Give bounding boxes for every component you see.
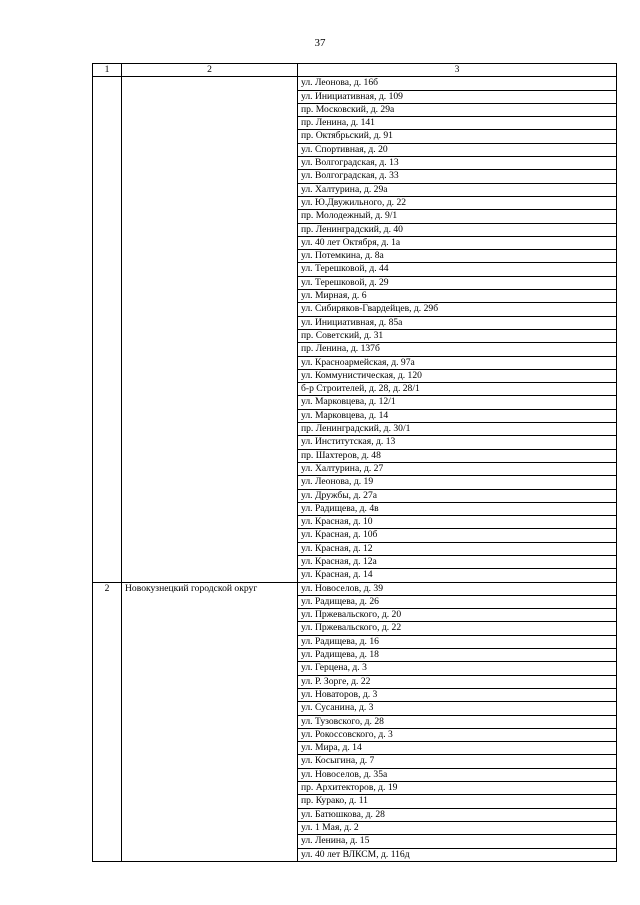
- header-col-1: 1: [93, 64, 122, 77]
- row-number-cell: [93, 77, 122, 582]
- table-body: [93, 77, 617, 862]
- address-cell: б-р Строителей, д. 28, д. 28/1: [298, 383, 617, 396]
- table-header-row: [93, 64, 617, 77]
- address-cell: пр. Ленинградский, д. 30/1: [298, 423, 617, 436]
- address-cell: пр. Московский, д. 29а: [298, 103, 617, 116]
- address-cell: ул. Новаторов, д. 3: [298, 688, 617, 701]
- address-table: [92, 63, 617, 862]
- address-cell: ул. Сибиряков-Гвардейцев, д. 29б: [298, 303, 617, 316]
- address-cell: ул. Марковцева, д. 14: [298, 409, 617, 422]
- address-cell: ул. Терешковой, д. 29: [298, 276, 617, 289]
- address-cell: ул. Новоселов, д. 39: [298, 582, 617, 595]
- address-cell: ул. Радищева, д. 26: [298, 595, 617, 608]
- address-cell: ул. Марковцева, д. 12/1: [298, 396, 617, 409]
- table-row: [93, 77, 617, 90]
- address-cell: ул. Р. Зорге, д. 22: [298, 675, 617, 688]
- address-cell: ул. Потемкина, д. 8а: [298, 250, 617, 263]
- address-cell: ул. Радищева, д. 18: [298, 649, 617, 662]
- address-cell: ул. Халтурина, д. 27: [298, 462, 617, 475]
- address-cell: ул. Красная, д. 10б: [298, 529, 617, 542]
- district-name-cell: Новокузнецкий городской округ: [122, 582, 298, 861]
- address-cell: ул. Коммунистическая, д. 120: [298, 369, 617, 382]
- address-cell: ул. Мира, д. 14: [298, 742, 617, 755]
- address-cell: ул. 1 Мая, д. 2: [298, 821, 617, 834]
- address-cell: ул. Красная, д. 10: [298, 516, 617, 529]
- address-cell: ул. Ю.Двужильного, д. 22: [298, 196, 617, 209]
- address-cell: ул. Радищева, д. 16: [298, 635, 617, 648]
- address-cell: ул. Дружбы, д. 27а: [298, 489, 617, 502]
- address-cell: ул. Халтурина, д. 29а: [298, 183, 617, 196]
- address-cell: пр. Октябрьский, д. 91: [298, 130, 617, 143]
- address-cell: ул. Косыгина, д. 7: [298, 755, 617, 768]
- address-cell: ул. Институтская, д. 13: [298, 436, 617, 449]
- address-cell: ул. Тузовского, д. 28: [298, 715, 617, 728]
- address-cell: пр. Ленина, д. 137б: [298, 343, 617, 356]
- page-number: 37: [314, 37, 326, 49]
- address-cell: пр. Ленина, д. 141: [298, 117, 617, 130]
- address-cell: ул. Леонова, д. 19: [298, 476, 617, 489]
- address-cell: ул. Волгоградская, д. 13: [298, 157, 617, 170]
- address-cell: ул. Радищева, д. 4в: [298, 502, 617, 515]
- address-cell: ул. Пржевальского, д. 20: [298, 609, 617, 622]
- address-cell: ул. 40 лет ВЛКСМ, д. 116д: [298, 848, 617, 861]
- address-cell: ул. Красная, д. 14: [298, 569, 617, 582]
- address-cell: ул. Рокоссовского, д. 3: [298, 728, 617, 741]
- address-cell: ул. Леонова, д. 16б: [298, 77, 617, 90]
- address-cell: пр. Курако, д. 11: [298, 795, 617, 808]
- address-cell: ул. Пржевальского, д. 22: [298, 622, 617, 635]
- address-cell: ул. Терешковой, д. 44: [298, 263, 617, 276]
- header-col-3: 3: [298, 64, 617, 77]
- address-cell: ул. Новоселов, д. 35а: [298, 768, 617, 781]
- address-cell: ул. Батюшкова, д. 28: [298, 808, 617, 821]
- address-cell: ул. Ленина, д. 15: [298, 835, 617, 848]
- address-cell: ул. Волгоградская, д. 33: [298, 170, 617, 183]
- address-cell: ул. Красная, д. 12а: [298, 555, 617, 568]
- address-cell: ул. Герцена, д. 3: [298, 662, 617, 675]
- address-cell: пр. Архитекторов, д. 19: [298, 782, 617, 795]
- address-cell: ул. Спортивная, д. 20: [298, 143, 617, 156]
- address-cell: пр. Ленинградский, д. 40: [298, 223, 617, 236]
- address-cell: ул. 40 лет Октября, д. 1а: [298, 236, 617, 249]
- address-cell: ул. Сусанина, д. 3: [298, 702, 617, 715]
- address-cell: пр. Шахтеров, д. 48: [298, 449, 617, 462]
- row-number-cell: 2: [93, 582, 122, 861]
- address-cell: ул. Красная, д. 12: [298, 542, 617, 555]
- district-name-cell: [122, 77, 298, 582]
- address-cell: пр. Советский, д. 31: [298, 329, 617, 342]
- address-cell: ул. Инициативная, д. 85а: [298, 316, 617, 329]
- address-cell: ул. Мирная, д. 6: [298, 290, 617, 303]
- address-cell: пр. Молодежный, д. 9/1: [298, 210, 617, 223]
- address-cell: ул. Красноармейская, д. 97а: [298, 356, 617, 369]
- header-col-2: 2: [122, 64, 298, 77]
- table-row: [93, 582, 617, 595]
- address-cell: ул. Инициативная, д. 109: [298, 90, 617, 103]
